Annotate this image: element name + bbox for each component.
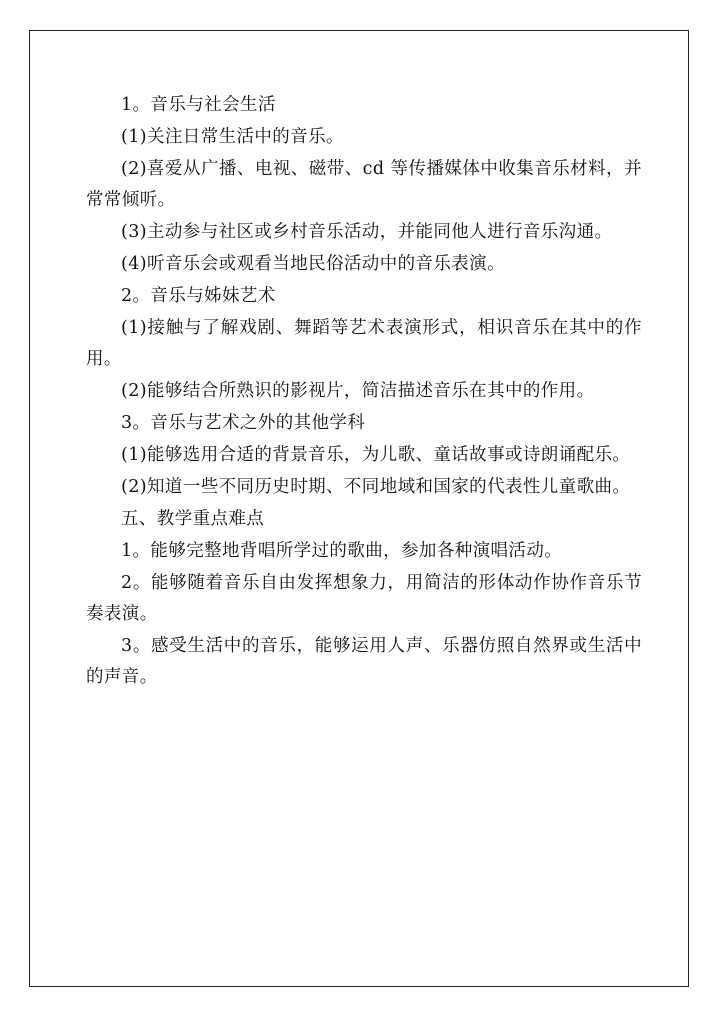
list-item: (2)能够结合所熟识的影视片，简洁描述音乐在其中的作用。 <box>121 381 595 401</box>
list-item: (1)接触与了解戏剧、舞蹈等艺术表演形式，相识音乐在其中的作用。 <box>86 318 642 369</box>
document-body <box>86 90 642 694</box>
list-item: (1)能够选用合适的背景音乐，为儿歌、童话故事或诗朗诵配乐。 <box>121 445 631 465</box>
section-heading-key-points: 五、教学重点难点 <box>121 509 265 529</box>
heading-music-and-sister-arts: 2。音乐与姊妹艺术 <box>121 286 276 306</box>
list-item: (3)主动参与社区或乡村音乐活动，并能同他人进行音乐沟通。 <box>121 222 613 242</box>
list-item: 3。感受生活中的音乐，能够运用人声、乐器仿照自然界或生活中的声音。 <box>86 636 642 687</box>
list-item: 1。能够完整地背唱所学过的歌曲，参加各种演唱活动。 <box>121 541 563 561</box>
list-item: 2。能够随着音乐自由发挥想象力，用简洁的形体动作协作音乐节奏表演。 <box>86 573 642 624</box>
list-item: (2)喜爱从广播、电视、磁带、cd 等传播媒体中收集音乐材料，并常常倾听。 <box>86 159 642 210</box>
list-item: (2)知道一些不同历史时期、不同地域和国家的代表性儿童歌曲。 <box>121 477 631 497</box>
list-item: (4)听音乐会或观看当地民俗活动中的音乐表演。 <box>121 254 505 274</box>
heading-music-and-other-subjects: 3。音乐与艺术之外的其他学科 <box>121 413 366 433</box>
list-item: (1)关注日常生活中的音乐。 <box>121 127 344 147</box>
heading-music-and-social-life: 1。音乐与社会生活 <box>121 95 276 115</box>
